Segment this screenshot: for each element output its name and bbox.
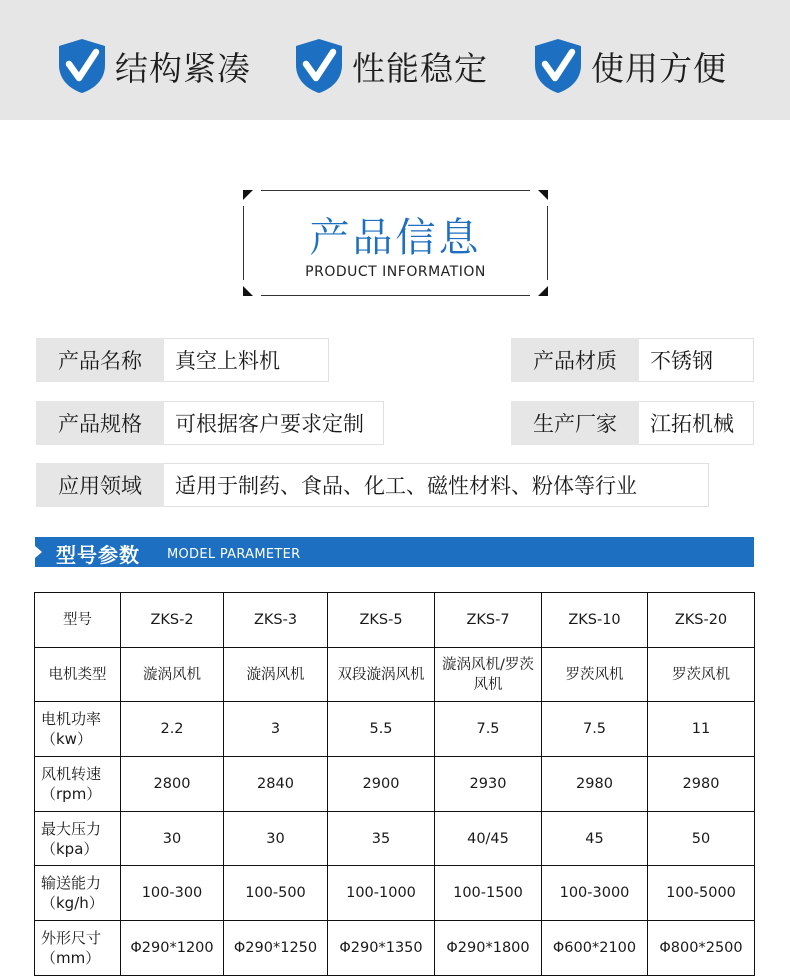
- info-value: 江拓机械: [639, 401, 754, 445]
- row-header-line: 最大压力: [41, 819, 102, 838]
- table-cell: 2980: [542, 757, 648, 812]
- info-product-name: [36, 338, 329, 382]
- section-title-box: [243, 190, 548, 296]
- table-cell: 45: [542, 811, 648, 866]
- table-cell: 100-300: [121, 866, 224, 921]
- table-cell: ZKS-20: [648, 593, 755, 648]
- row-header-line: （kg/h）: [41, 894, 104, 913]
- check-shield-icon: [533, 38, 583, 94]
- row-header-line: （kw）: [41, 730, 92, 749]
- table-cell: 11: [648, 702, 755, 757]
- table-cell: Φ290*1200: [121, 921, 224, 976]
- info-material: [511, 338, 754, 382]
- info-maker: [511, 401, 754, 445]
- table-cell: Φ800*2500: [648, 921, 755, 976]
- table-cell: 7.5: [542, 702, 648, 757]
- table-cell: 100-3000: [542, 866, 648, 921]
- row-header: [35, 593, 121, 648]
- feature-stable: [294, 38, 488, 94]
- row-header: [35, 702, 121, 757]
- table-row: [35, 866, 755, 921]
- info-value: 适用于制药、食品、化工、磁性材料、粉体等行业: [164, 463, 709, 507]
- table-cell: 7.5: [435, 702, 542, 757]
- row-header-line: （kpa）: [41, 839, 99, 858]
- table-cell: 漩涡风机/罗茨风机: [435, 647, 542, 702]
- model-header-title: 型号参数: [56, 543, 140, 567]
- feature-label: 性能稳定: [352, 48, 488, 88]
- row-header-line: （mm）: [41, 948, 101, 967]
- row-header-line: 电机类型: [48, 666, 107, 683]
- info-label: 生产厂家: [511, 401, 639, 445]
- row-header-line: 电机功率: [41, 710, 102, 729]
- table-cell: 2980: [648, 757, 755, 812]
- info-value: 真空上料机: [164, 338, 329, 382]
- table-row: [35, 647, 755, 702]
- table-cell: ZKS-7: [435, 593, 542, 648]
- arrow-right-icon: [35, 546, 42, 558]
- feature-label: 使用方便: [591, 48, 727, 88]
- row-header-line: 外形尺寸: [41, 928, 102, 947]
- feature-label: 结构紧凑: [115, 48, 251, 88]
- table-cell: 50: [648, 811, 755, 866]
- table-cell: 2900: [328, 757, 435, 812]
- table-cell: Φ290*1350: [328, 921, 435, 976]
- table-cell: Φ290*1250: [224, 921, 328, 976]
- row-header: [35, 757, 121, 812]
- info-label: 产品名称: [36, 338, 164, 382]
- row-header: [35, 647, 121, 702]
- row-header-line: 型号: [63, 611, 92, 628]
- table-cell: 100-5000: [648, 866, 755, 921]
- table-cell: 2800: [121, 757, 224, 812]
- info-value: 不锈钢: [639, 338, 754, 382]
- table-cell: ZKS-2: [121, 593, 224, 648]
- table-row: [35, 757, 755, 812]
- info-value: 可根据客户要求定制: [164, 401, 384, 445]
- table-cell: 30: [121, 811, 224, 866]
- table-cell: 30: [224, 811, 328, 866]
- model-header-subtitle: MODEL PARAMETER: [167, 547, 301, 562]
- table-row: [35, 811, 755, 866]
- table-cell: ZKS-3: [224, 593, 328, 648]
- row-header: [35, 866, 121, 921]
- row-header: [35, 921, 121, 976]
- table-cell: 100-1000: [328, 866, 435, 921]
- check-shield-icon: [57, 38, 107, 94]
- parameter-table: [34, 592, 755, 976]
- table-cell: 罗茨风机: [542, 647, 648, 702]
- table-cell: 100-1500: [435, 866, 542, 921]
- table-row: [35, 593, 755, 648]
- info-application: [36, 463, 709, 507]
- table-cell: 2840: [224, 757, 328, 812]
- table-cell: Φ290*1800: [435, 921, 542, 976]
- section-title: 产品信息: [309, 215, 482, 261]
- table-cell: ZKS-10: [542, 593, 648, 648]
- feature-compact: [57, 38, 251, 94]
- table-cell: ZKS-5: [328, 593, 435, 648]
- table-cell: 罗茨风机: [648, 647, 755, 702]
- table-cell: Φ600*2100: [542, 921, 648, 976]
- table-cell: 双段漩涡风机: [328, 647, 435, 702]
- info-label: 产品材质: [511, 338, 639, 382]
- row-header-line: （rpm）: [41, 784, 102, 803]
- info-label: 产品规格: [36, 401, 164, 445]
- row-header-line: 输送能力: [41, 874, 102, 893]
- row-header: [35, 811, 121, 866]
- table-cell: 100-500: [224, 866, 328, 921]
- table-cell: 40/45: [435, 811, 542, 866]
- section-subtitle: PRODUCT INFORMATION: [305, 264, 486, 280]
- table-row: [35, 702, 755, 757]
- row-header-line: 风机转速: [41, 764, 102, 783]
- table-cell: 5.5: [328, 702, 435, 757]
- info-label: 应用领域: [36, 463, 164, 507]
- table-cell: 3: [224, 702, 328, 757]
- table-row: [35, 921, 755, 976]
- info-spec: [36, 401, 384, 445]
- table-cell: 漩涡风机: [224, 647, 328, 702]
- table-cell: 2.2: [121, 702, 224, 757]
- table-cell: 35: [328, 811, 435, 866]
- feature-convenient: [533, 38, 727, 94]
- table-cell: 漩涡风机: [121, 647, 224, 702]
- model-parameter-header: [35, 537, 754, 567]
- table-cell: 2930: [435, 757, 542, 812]
- check-shield-icon: [294, 38, 344, 94]
